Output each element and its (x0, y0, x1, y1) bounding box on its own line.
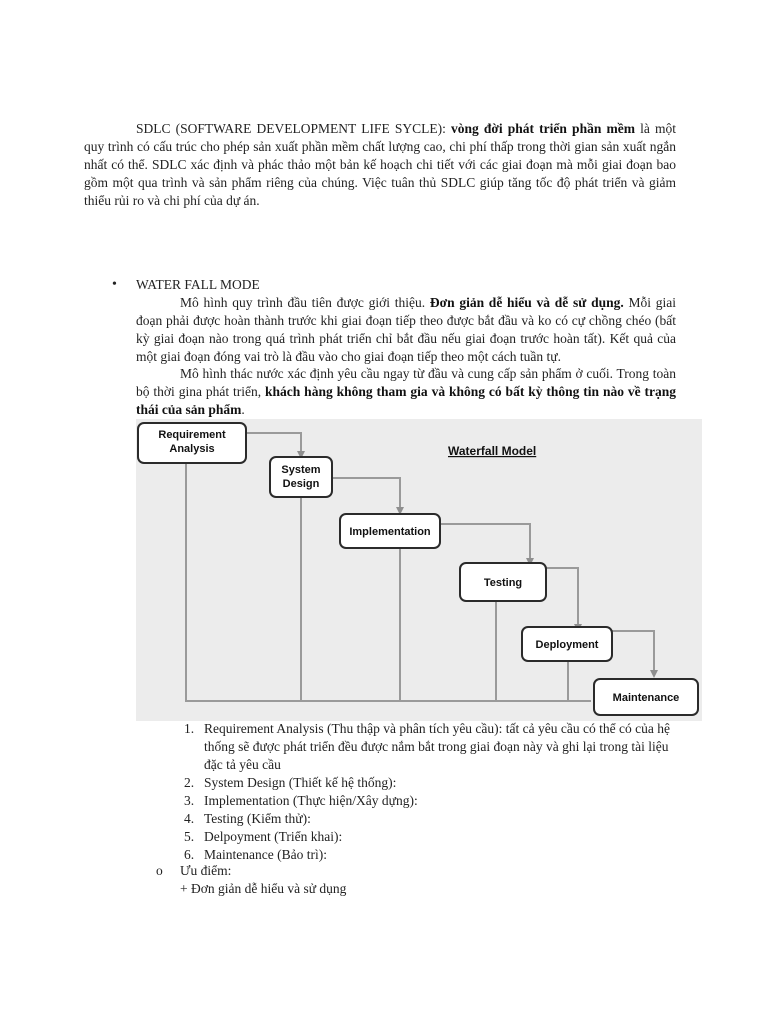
wf-p2-bold: khách hàng không tham gia và không có bất kỳ thông tin nào về trạng thái của sản phẩm (136, 384, 676, 417)
circle-bullet-icon: o (156, 863, 163, 878)
phase-list (184, 720, 684, 864)
pros-item: + Đơn giản dễ hiểu và sử dụng (180, 881, 347, 896)
wf-p2-end: . (241, 402, 245, 417)
wf-p1-rest: Mỗi giai đoạn phải được hoàn thành trước khi giai đoạn tiếp theo được bắt đầu và ko có cự chồng chéo (bất kỳ giai đoạn nào trong quá trình phát triển chỉ bắt đầu nếu giai đoạn trước hoàn tất). Kết quả của một giai đoạn đóng vai trò là đầu vào cho giai đoạn tiếp theo một cách tuần tự. (136, 295, 676, 364)
list-item: 6. Maintenance (Bảo trì): (184, 847, 327, 862)
stage-requirement-analysis (138, 423, 246, 463)
svg-text:Deployment: Deployment (535, 639, 599, 651)
waterfall-title: WATER FALL MODE (136, 277, 260, 292)
list-item: 3. Implementation (Thực hiện/Xây dựng): (184, 793, 418, 808)
diagram-background (136, 419, 702, 721)
svg-text:Analysis: Analysis (169, 443, 215, 455)
intro-paragraph (84, 120, 676, 210)
pros-label: Ưu điểm: (180, 863, 232, 878)
waterfall-paragraph-1 (136, 294, 676, 366)
svg-text:Testing: Testing (483, 577, 523, 589)
intro-rest: là một quy trình có cấu trúc cho phép sản xuất phần mềm chất lượng cao, chi phí thấp trong thời gian sản xuất ngắn nhất có thể. SDLC xác định và phác thảo một bản kế hoạch chi tiết với các giai đoạn mà mỗi giai đoạn bao gồm một qua trình và sản phẩm riêng của chúng. Việc tuân thủ SDLC giúp tăng tốc độ phát triển và giảm thiểu rủi ro và chi phí của dự án. (84, 121, 677, 208)
list-item: 2. System Design (Thiết kế hệ thống): (184, 775, 397, 790)
svg-text:Requirement: Requirement (158, 429, 226, 441)
intro-prefix: SDLC (SOFTWARE DEVELOPMENT LIFE SYCLE): (136, 121, 451, 136)
waterfall-diagram (136, 419, 702, 721)
wf-p1-bold: Đơn giản dễ hiểu và dễ sử dụng. (429, 295, 624, 310)
intro-bold: vòng đời phát triển phần mềm (450, 121, 635, 136)
waterfall-paragraph-2 (136, 365, 676, 419)
wf-p1-prefix: Mô hình quy trình đầu tiên được giới thiệu. (180, 295, 430, 310)
diagram-title: Waterfall Model (448, 444, 537, 458)
stage-testing (460, 563, 546, 601)
svg-text:Maintenance: Maintenance (612, 692, 680, 704)
stage-system-design (270, 457, 332, 497)
list-item: 1. Requirement Analysis (Thu thập và phân tích yêu cầu): tất cả yêu cầu có thể có của hệ thống sẽ được phát triển đều được nắm bắt trong giai đoạn này và ghi lại trong tài liệu đặc tả yêu cầu (184, 721, 670, 772)
list-item: 5. Delpoyment (Triển khai): (184, 829, 343, 844)
bullet-icon: • (112, 277, 117, 292)
svg-text:Design: Design (282, 478, 320, 490)
stage-implementation (340, 514, 440, 548)
stage-maintenance (594, 679, 698, 715)
wf-p2-prefix: Mô hình thác nước xác định yêu cầu ngay từ đầu và cung cấp sản phẩm ở cuối. Trong toàn bộ thời gina phát triển, (136, 366, 676, 399)
svg-text:System: System (281, 464, 321, 476)
list-item: 4. Testing (Kiểm thử): (184, 811, 311, 826)
svg-text:Implementation: Implementation (349, 526, 431, 538)
stage-deployment (522, 627, 612, 661)
